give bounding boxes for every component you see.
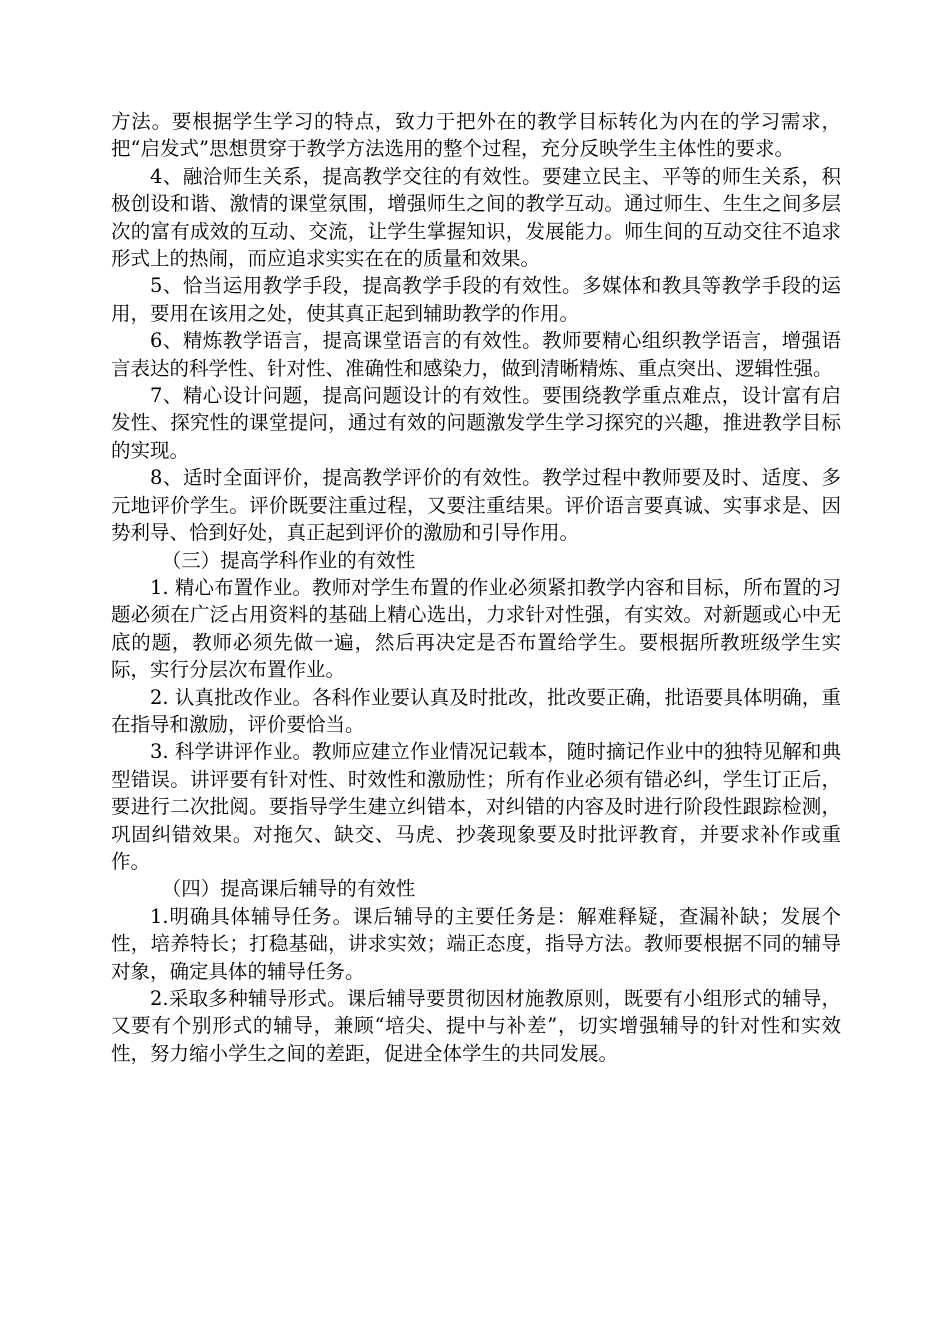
paragraph-homework-2: 2. 认真批改作业。各科作业要认真及时批改，批改要正确，批语要具体明确，重在指导和激励，评价要恰当。 [111,685,841,736]
paragraph-item-8: 8、适时全面评价，提高教学评价的有效性。教学过程中教师要及时、适度、多元地评价学生。评价既要注重过程，又要注重结果。评价语言要真诚、实事求是、因势利导、恰到好处，真正起到评价的激励和引导作用。 [111,466,841,545]
paragraph-continuation: 方法。要根据学生学习的特点，致力于把外在的教学目标转化为内在的学习需求，把“启发式”思想贯穿于教学方法选用的整个过程，充分反映学生主体性的要求。 [111,110,841,161]
paragraph-item-5: 5、恰当运用教学手段，提高教学手段的有效性。多媒体和教具等教学手段的运用，要用在该用之处，使其真正起到辅助教学的作用。 [111,274,841,325]
paragraph-homework-1: 1. 精心布置作业。教师对学生布置的作业必须紧扣教学内容和目标，所布置的习题必须在广泛占用资料的基础上精心选出，力求针对性强，有实效。对新题或心中无底的题，教师必须先做一遍，然后再决定是否布置给学生。要根据所教班级学生实际，实行分层次布置作业。 [111,575,841,682]
paragraph-item-4: 4、融洽师生关系，提高教学交往的有效性。要建立民主、平等的师生关系，积极创设和谐、激情的课堂氛围，增强师生之间的教学互动。通过师生、生生之间多层次的富有成效的互动、交流，让学生掌握知识，发展能力。师生间的互动交往不追求形式上的热闹，而应追求实实在在的质量和效果。 [111,164,841,271]
paragraph-homework-3: 3. 科学讲评作业。教师应建立作业情况记载本，随时摘记作业中的独特见解和典型错误。讲评要有针对性、时效性和激励性；所有作业必须有错必纠，学生订正后，要进行二次批阅。要指导学生建立纠错本，对纠错的内容及时进行阶段性跟踪检测，巩固纠错效果。对拖欠、缺交、马虎、抄袭现象要及时批评教育，并要求补作或重作。 [111,740,841,873]
paragraph-item-7: 7、精心设计问题，提高问题设计的有效性。要围绕教学重点难点，设计富有启发性、探究性的课堂提问，通过有效的问题激发学生学习探究的兴趣，推进教学目标的实现。 [111,384,841,462]
document-page [111,108,841,1067]
section-heading-4: （四）提高课后辅导的有效性 [161,877,416,901]
paragraph-tutoring-1: 1.明确具体辅导任务。课后辅导的主要任务是：解难释疑，查漏补缺；发展个性，培养特长；打稳基础，讲求实效；端正态度，指导方法。教师要根据不同的辅导对象，确定具体的辅导任务。 [111,904,841,983]
section-heading-3: （三）提高学科作业的有效性 [161,548,416,572]
paragraph-item-6: 6、精炼教学语言，提高课堂语言的有效性。教师要精心组织教学语言，增强语言表达的科学性、针对性、准确性和感染力，做到清晰精炼、重点突出、逻辑性强。 [111,329,841,380]
paragraph-tutoring-2: 2.采取多种辅导形式。课后辅导要贯彻因材施教原则，既要有小组形式的辅导，又要有个别形式的辅导，兼顾“培尖、提中与补差”，切实增强辅导的针对性和实效性，努力缩小学生之间的差距，促进全体学生的共同发展。 [111,987,841,1065]
